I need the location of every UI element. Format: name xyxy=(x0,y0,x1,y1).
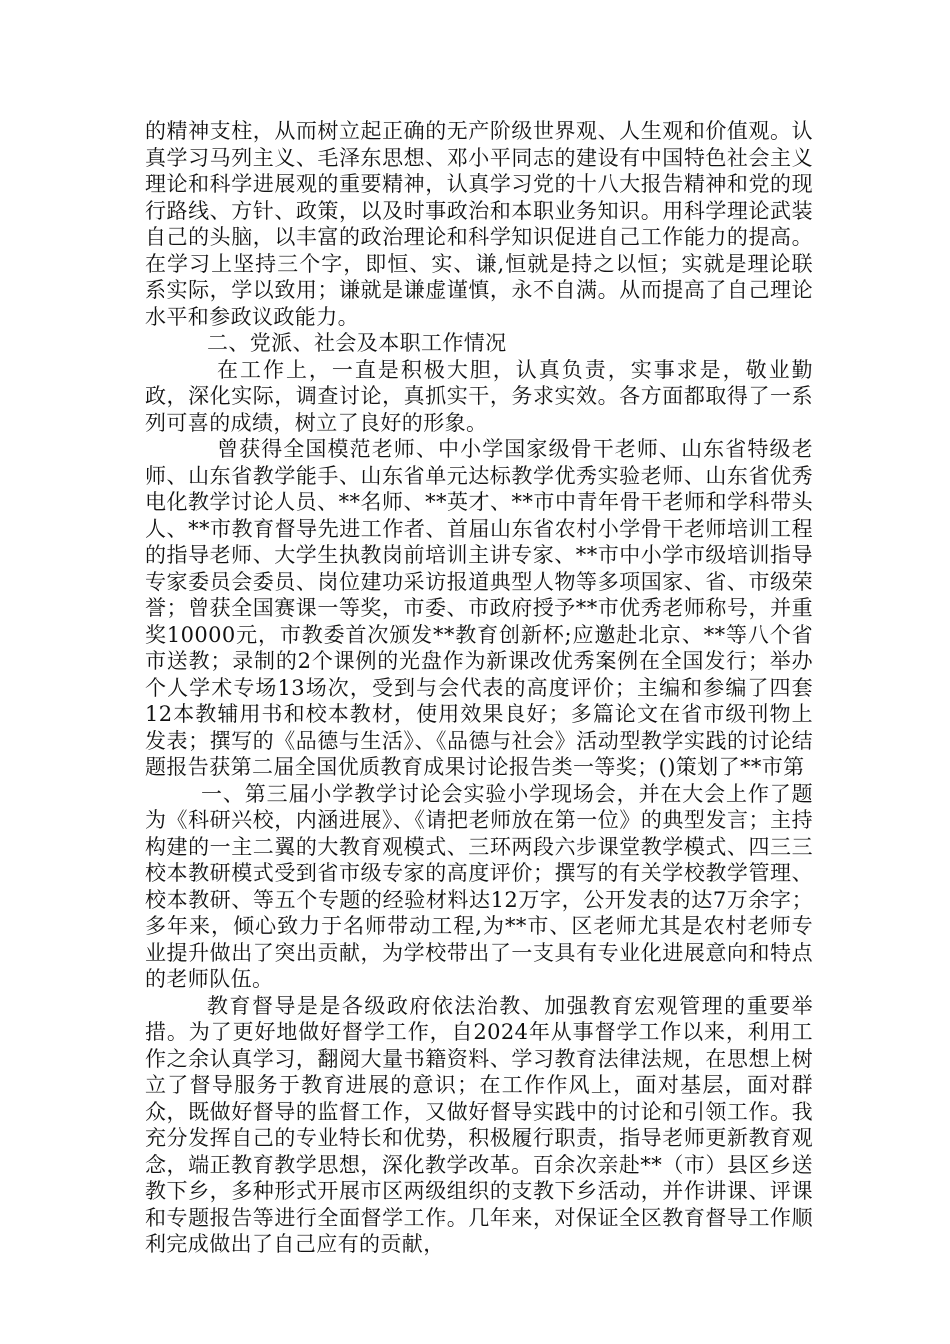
paragraph-intro-continuation: 的精神支柱，从而树立起正确的无产阶级世界观、人生观和价值观。认真学习马列主义、毛泽东思想、邓小平同志的建设有中国特色社会主义理论和科学进展观的重要精神，认真学习党的十八大报告精神和党的现行路线、方针、政策，以及时事政治和本职业务知识。用科学理论武装自己的头脑，以丰富的政治理论和科学知识促进自己工作能力的提高。在学习上坚持三个字，即恒、实、谦,恒就是持之以恒；实就是理论联系实际，学以致用；谦就是谦虚谨慎，永不自满。从而提高了自己理论水平和参政议政能力。 xyxy=(145,119,813,329)
document-page xyxy=(145,118,813,1258)
paragraph-honors: 曾获得全国模范老师、中小学国家级骨干老师、山东省特级老师、山东省教学能手、山东省单元达标教学优秀实验老师、山东省优秀电化教学讨论人员、**名师、**英才、**市中青年骨干老师和学科带头人、**市教育督导先进工作者、首届山东省农村小学骨干老师培训工程的指导老师、大学生执教岗前培训主讲专家、**市中小学市级培训指导专家委员会委员、岗位建功采访报道典型人物等多项国家、省、市级荣誉；曾获全国赛课一等奖，市委、市政府授予**市优秀老师称号，并重奖10000元，市教委首次颁发**教育创新杯;应邀赴北京、**等八个省市送教；录制的2个课例的光盘作为新课改优秀案例在全国发行；举办个人学术专场13场次，受到与会代表的高度评价；主编和参编了四套12本教辅用书和校本教材，使用效果良好；多篇论文在省市级刊物上发表；撰写的《品德与生活》、《品德与社会》活动型教学实践的讨论结题报告获第二届全国优质教育成果讨论报告类一等奖；()策划了**市第 xyxy=(145,437,813,779)
section-heading-work: 二、党派、社会及本职工作情况 xyxy=(207,331,507,355)
paragraph-work-attitude: 在工作上，一直是积极大胆，认真负责，实事求是，敬业勤政，深化实际，调查讨论，真抓实干，务求实效。各方面都取得了一系列可喜的成绩，树立了良好的形象。 xyxy=(145,357,813,435)
paragraph-conference: 一、第三届小学教学讨论会实验小学现场会，并在大会上作了题为《科研兴校，内涵进展》、《请把老师放在第一位》的典型发言；主持构建的一主二翼的大教育观模式、三环两段六步课堂教学模式、四三三校本教研模式受到省市级专家的高度评价；撰写的有关学校教学管理、校本教研、等五个专题的经验材料达12万字，公开发表的达7万余字；多年来，倾心致力于名师带动工程,为**市、区老师尤其是农村老师专业提升做出了突出贡献，为学校带出了一支具有专业化进展意向和特点的老师队伍。 xyxy=(145,781,813,991)
paragraph-supervision: 教育督导是是各级政府依法治教、加强教育宏观管理的重要举措。为了更好地做好督学工作，自2024年从事督学工作以来，利用工作之余认真学习，翻阅大量书籍资料、学习教育法律法规，在思想上树立了督导服务于教育进展的意识；在工作作风上，面对基层，面对群众，既做好督导的监督工作，又做好督导实践中的讨论和引领工作。我充分发挥自己的专业特长和优势，积极履行职责，指导老师更新教育观念，端正教育教学思想，深化教学改革。百余次亲赴**（市）县区乡送教下乡，多种形式开展市区两级组织的支教下乡活动，并作讲课、评课和专题报告等进行全面督学工作。几年来，对保证全区教育督导工作顺利完成做出了自己应有的贡献， xyxy=(145,993,813,1256)
